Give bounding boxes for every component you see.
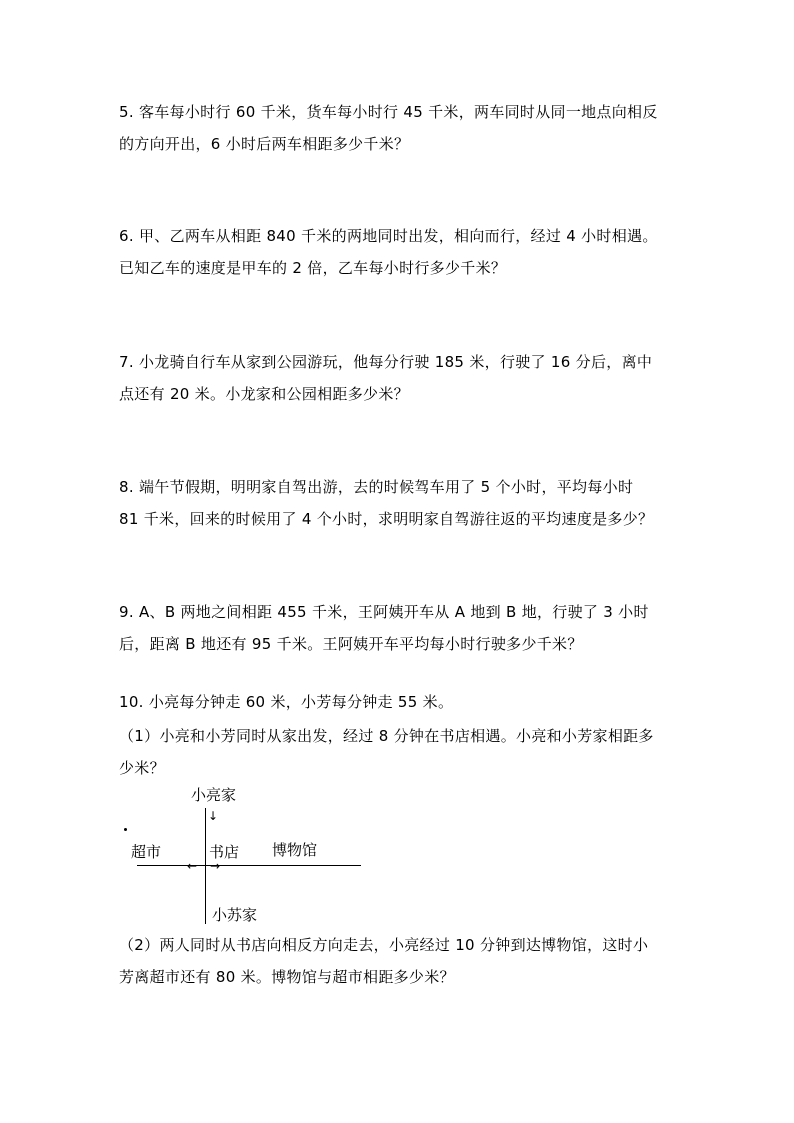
label-xiaosu-home: 小苏家 xyxy=(212,906,258,924)
q10-part2-line1: （2）两人同时从书店向相反方向走去，小亮经过 10 分钟到达博物馆，这时小 xyxy=(119,936,649,954)
dot-mark xyxy=(124,828,127,831)
q10-part1-line2: 少米？ xyxy=(119,759,165,777)
label-supermarket: 超市 xyxy=(131,843,162,861)
q5-line2: 的方向开出，6 小时后两车相距多少千米？ xyxy=(119,135,410,153)
q9-line2: 后，距离 B 地还有 95 千米。王阿姨开车平均每小时行驶多少千米？ xyxy=(119,635,583,653)
q8-line2: 81 千米，回来的时候用了 4 个小时，求明明家自驾游往返的平均速度是多少？ xyxy=(119,510,654,528)
q7-line1: 7. 小龙骑自行车从家到公园游玩，他每分行驶 185 米，行驶了 16 分后，离中 xyxy=(119,353,653,371)
q7-line2: 点还有 20 米。小龙家和公园相距多少米？ xyxy=(119,385,409,403)
label-bookstore: 书店 xyxy=(209,843,240,861)
route-diagram xyxy=(110,780,370,930)
q6-line1: 6. 甲、乙两车从相距 840 千米的两地同时出发，相向而行，经过 4 小时相遇。 xyxy=(119,227,658,245)
q8-line1: 8. 端午节假期，明明家自驾出游，去的时候驾车用了 5 个小时，平均每小时 xyxy=(119,478,634,496)
left-arrow-icon: ← xyxy=(187,859,198,873)
right-arrow-icon: → xyxy=(210,859,221,873)
q5-line1: 5. 客车每小时行 60 千米，货车每小时行 45 千米，两车同时从同一地点向相反 xyxy=(119,103,658,121)
horizontal-road xyxy=(137,865,361,866)
q10-part2-line2: 芳离超市还有 80 米。博物馆与超市相距多少米？ xyxy=(119,968,455,986)
down-arrow-icon: ↓ xyxy=(208,809,219,823)
label-museum: 博物馆 xyxy=(272,841,318,859)
q9-line1: 9. A、B 两地之间相距 455 千米，王阿姨开车从 A 地到 B 地，行驶了 3 小时 xyxy=(119,603,649,621)
q6-line2: 已知乙车的速度是甲车的 2 倍，乙车每小时行多少千米？ xyxy=(119,259,507,277)
q10-intro: 10. 小亮每分钟走 60 米，小芳每分钟走 55 米。 xyxy=(119,693,454,711)
vertical-road xyxy=(205,808,206,924)
q10-part1-line1: （1）小亮和小芳同时从家出发，经过 8 分钟在书店相遇。小亮和小芳家相距多 xyxy=(119,727,654,745)
label-xiaoliang-home: 小亮家 xyxy=(191,786,237,804)
